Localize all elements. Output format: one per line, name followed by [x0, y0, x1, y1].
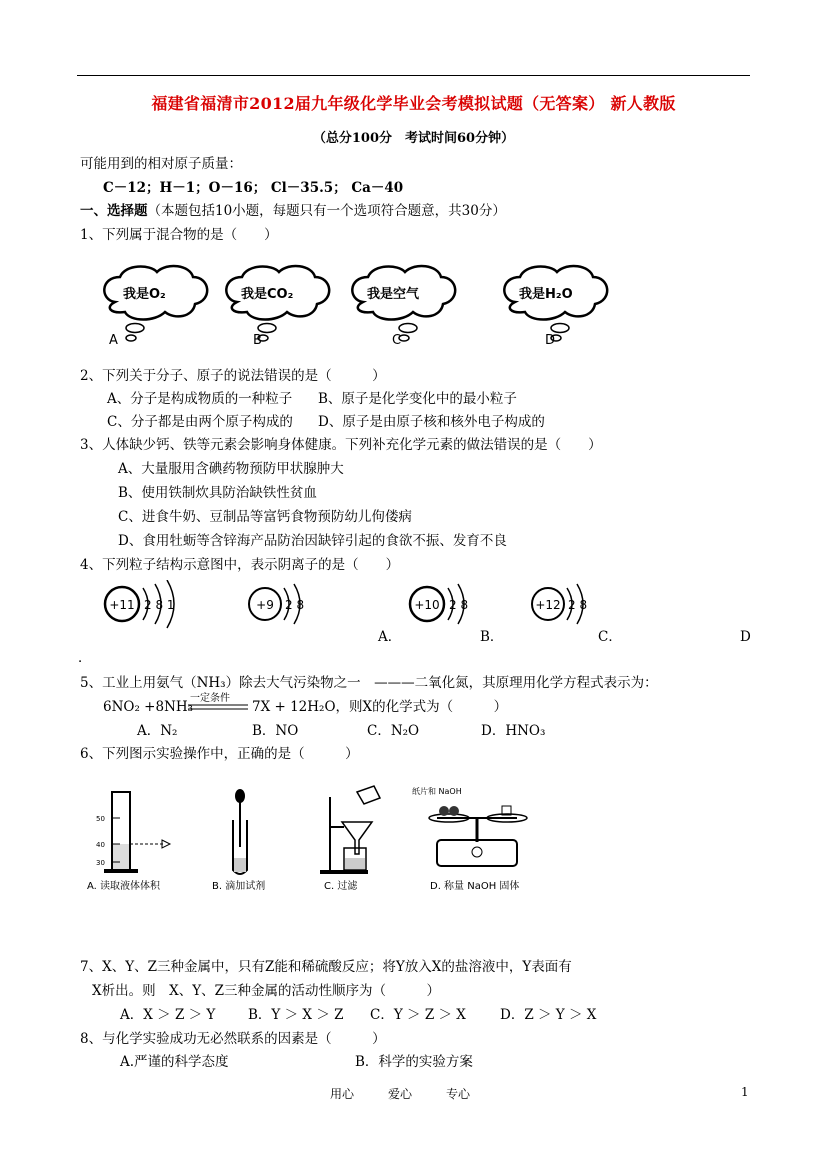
atom-diagram-d — [532, 584, 587, 624]
q5-option-c: C．N₂O — [367, 723, 420, 739]
q6-lab-figure — [82, 782, 567, 902]
q4-atom-diagrams — [95, 580, 615, 630]
cloud-b-letter: B — [253, 333, 262, 348]
atom-diagram-c — [410, 584, 468, 624]
q3-option-d: D、食用牡蛎等含锌海产品防治因缺锌引起的食欲不振、发育不良 — [118, 533, 507, 549]
q4-label-a: A． — [378, 629, 402, 645]
q5-equals-sign — [188, 703, 250, 711]
cloud-d-letter: D — [545, 333, 556, 348]
balance-illustration — [412, 786, 527, 892]
q7-line1: 7、X、Y、Z三种金属中，只有Z能和稀硫酸反应；将Y放入X的盐溶液中，Y表面有 — [80, 959, 572, 975]
q4-label-d: D — [740, 629, 751, 645]
intro-line1: 可能用到的相对原子质量： — [80, 156, 242, 172]
section1-label: 一、选择题 — [80, 203, 148, 219]
cylinder-illustration — [87, 792, 170, 892]
q2-option-a: A、分子是构成物质的一种粒子 — [107, 391, 293, 407]
dropper-illustration — [212, 789, 265, 892]
q5-equation-left: 6NO₂ +8NH₃ — [103, 699, 194, 715]
page-title: 福建省福清市2012届九年级化学毕业会考模拟试题（无答案） 新人教版 — [151, 94, 676, 113]
cyl-tick-50: 50 — [96, 815, 105, 823]
atom-c-nucleus: +10 — [414, 598, 440, 612]
cyl-tick-30: 30 — [96, 859, 105, 867]
footer-word-1: 用心 — [330, 1087, 355, 1101]
balance-label: 纸片和 NaOH — [412, 787, 462, 796]
q3-stem: 3、人体缺少钙、铁等元素会影响身体健康。下列补充化学元素的做法错误的是（ ） — [80, 437, 602, 453]
q2-option-c: C、分子都是由两个原子构成的 — [107, 414, 293, 430]
cloud-a-text: 我是O₂ — [123, 287, 166, 302]
q8-option-a: A.严谨的科学态度 — [120, 1054, 229, 1070]
cloud-c-text: 我是空气 — [367, 287, 420, 302]
caption-c: C. 过滤 — [324, 881, 358, 892]
cloud-a-letter: A — [109, 333, 118, 348]
atom-b-nucleus: +9 — [256, 598, 274, 612]
cloud-c-letter: C — [392, 333, 402, 348]
q8-stem: 8、与化学实验成功无必然联系的因素是（ ） — [80, 1031, 386, 1047]
q7-option-b: B．Y ＞ X ＞ Z — [248, 1007, 344, 1023]
section1-heading — [80, 203, 506, 219]
atom-diagram-b — [249, 584, 304, 624]
cloud-b-text: 我是CO₂ — [241, 287, 294, 302]
q8-option-b: B．科学的实验方案 — [355, 1054, 473, 1070]
q5-option-b: B．NO — [252, 723, 299, 739]
atom-d-shells: 2 8 — [568, 598, 588, 612]
q5-condition: 一定条件 — [190, 693, 230, 704]
q4-label-c: C． — [598, 629, 622, 645]
q2-option-b: B、原子是化学变化中的最小粒子 — [318, 391, 517, 407]
cyl-tick-40: 40 — [96, 841, 105, 849]
atom-b-shells: 2 8 — [285, 598, 305, 612]
atom-a-shells: 2 8 1 — [144, 598, 175, 612]
q5-equation-right: 7X + 12H₂O，则X的化学式为（ ） — [252, 699, 508, 715]
q5-option-d: D．HNO₃ — [481, 723, 546, 739]
cloud-b — [226, 266, 329, 348]
page-subtitle: （总分100分 考试时间60分钟） — [312, 131, 515, 146]
q6-stem: 6、下列图示实验操作中，正确的是（ ） — [80, 746, 359, 762]
q2-option-d: D、原子是由原子核和核外电子构成的 — [318, 414, 545, 430]
q7-line2: X析出。则 X、Y、Z三种金属的活动性顺序为（ ） — [92, 983, 441, 999]
cloud-d-text: 我是H₂O — [519, 287, 573, 302]
q7-option-c: C．Y ＞ Z ＞ X — [370, 1007, 466, 1023]
q3-option-b: B、使用铁制炊具防治缺铁性贫血 — [118, 485, 317, 501]
filtration-illustration — [320, 786, 380, 892]
q7-option-a: A．X ＞ Z ＞ Y — [120, 1007, 216, 1023]
caption-a: A. 读取液体体积 — [87, 881, 161, 892]
atom-diagram-a — [105, 580, 175, 628]
caption-b: B. 滴加试剂 — [212, 881, 266, 892]
q5-option-a: A．N₂ — [137, 723, 178, 739]
q3-option-a: A、大量服用含碘药物预防甲状腺肿大 — [118, 461, 344, 477]
caption-d: D. 称量 NaOH 固体 — [430, 881, 520, 892]
atom-d-nucleus: +12 — [535, 598, 561, 612]
header-rule — [77, 75, 750, 76]
q2-stem: 2、下列关于分子、原子的说法错误的是（ ） — [80, 368, 386, 384]
q7-option-d: D．Z ＞ Y ＞ X — [500, 1007, 597, 1023]
atom-c-shells: 2 8 — [449, 598, 469, 612]
q4-stem: 4、下列粒子结构示意图中，表示阴离子的是（ ） — [80, 557, 400, 573]
footer-word-2: 爱心 — [388, 1087, 413, 1101]
section1-desc: （本题包括10小题，每题只有一个选项符合题意，共30分） — [147, 203, 506, 219]
intro-line2: C－12；H－1；O－16； Cl－35.5； Ca－40 — [103, 180, 404, 196]
cloud-c — [352, 266, 455, 348]
q1-clouds-figure — [95, 262, 645, 357]
cloud-d — [504, 266, 607, 348]
q4-label-b: B． — [480, 629, 504, 645]
q1-stem: 1、下列属于混合物的是（ ） — [80, 227, 278, 243]
page-number: 1 — [741, 1085, 749, 1099]
cloud-a — [104, 266, 207, 348]
q3-option-c: C、进食牛奶、豆制品等富钙食物预防幼儿佝偻病 — [118, 509, 412, 525]
footer-word-3: 专心 — [446, 1087, 471, 1101]
q5-stem: 5、工业上用氨气（NH₃）除去大气污染物之一 ———二氧化氮，其原理用化学方程式表示为： — [80, 675, 658, 691]
q4-trailing-dot: ． — [78, 650, 92, 666]
atom-a-nucleus: +11 — [109, 598, 135, 612]
